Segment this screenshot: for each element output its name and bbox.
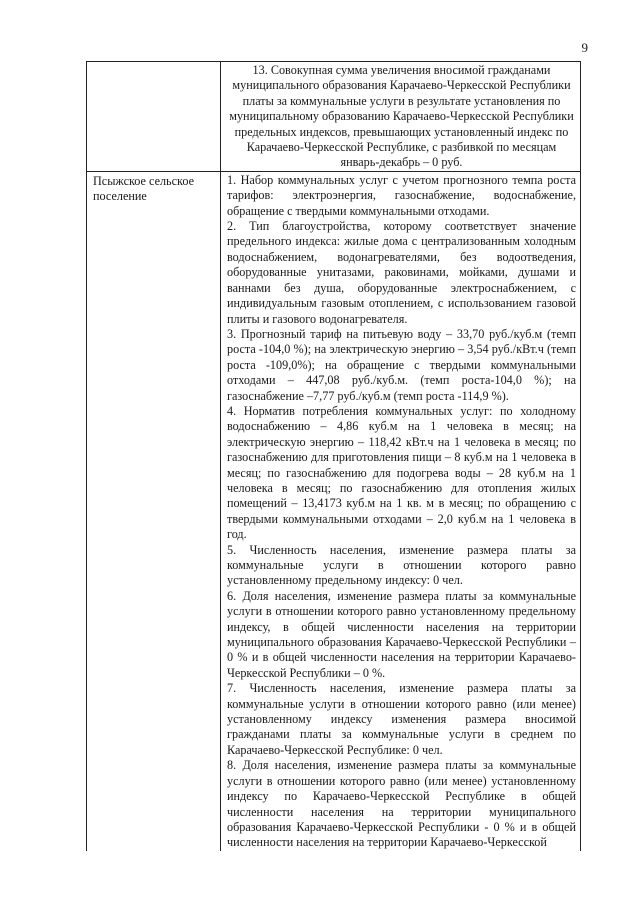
content-cell — [221, 62, 581, 172]
paragraph-1: 1. Набор коммунальных услуг с учетом прогнозного темпа роста тарифов: электроэнергия, газоснабжение, водоснабжение, обращение с твердыми коммунальными отходами. — [227, 172, 576, 218]
municipality-name-cell: Псыжское сельское поселение — [87, 171, 221, 850]
paragraph-7: 7. Численность населения, изменение размера платы за коммунальные услуги в отношении которого равно (или менее) установленному индексу изменения размера вносимой гражданами платы за коммунальные услуги в среднем по Карачаево-Черкесской Республике: 0 чел. — [227, 681, 576, 757]
paragraph-13: 13. Совокупная сумма увеличения вносимой гражданами муниципального образования Карачаево-Черкесской Республики платы за коммунальные услуги в результате установления по муниципальному образованию Карачаево-Черкесской Республики предельных индексов, превышающих установленный индекс по Карачаево-Черкесской Республике, с разбивкой по месяцам январь-декабрь – 0 руб. — [229, 63, 574, 170]
paragraph-2: 2. Тип благоустройства, которому соответствует значение предельного индекса: жилые дома с централизованным холодным водоснабжением, водонагревателями, без водоотведения, оборудованные унитазами, раковинами, мойками, душами и ваннами без душа, оборудованные электроснабжением, с индивидуальным газовым отоплением, с использованием газовой плиты и газового водонагревателя. — [227, 219, 576, 326]
table-row — [87, 62, 581, 172]
paragraph-6: 6. Доля населения, изменение размера платы за коммунальные услуги в отношении которого равно установленному предельному индексу, в общей численности населения на территории муниципального образования Карачаево-Черкесской Республики – 0 % и в общей численности населения на территории Карачаево-Черкесской Республики – 0 %. — [227, 588, 576, 680]
table-row — [87, 171, 581, 850]
paragraph-4: 4. Норматив потребления коммунальных услуг: по холодному водоснабжению – 4,86 куб.м на 1 человека в месяц; на электрическую энергию – 118,42 кВт.ч на 1 человека в месяц; по газоснабжению для приготовления пищи – 8 куб.м на 1 человека в месяц; по газоснабжению для подогрева воды – 28 куб.м на 1 человека в месяц; по газоснабжению для отопления жилых помещений – 13,4173 куб.м на 1 кв. м в месяц; по обращению с твердыми коммунальными отходами – 2,0 куб.м на 1 человека в год. — [227, 403, 576, 542]
page-number: 9 — [581, 40, 588, 55]
paragraph-5: 5. Численность населения, изменение размера платы за коммунальные услуги в отношении которого равно установленному предельному индексу: 0 чел. — [227, 542, 576, 588]
municipality-name-cell — [87, 62, 221, 172]
content-cell — [221, 171, 581, 850]
document-table — [86, 61, 581, 851]
paragraph-3: 3. Прогнозный тариф на питьевую воду – 33,70 руб./куб.м (темп роста -104,0 %); на электрическую энергию – 3,54 руб./кВт.ч (темп роста -109,0%); на обращение с твердыми коммунальными отходами – 447,08 руб./куб.м. (темп роста-104,0 %); на газоснабжение –7,77 руб./куб.м (темп роста -114,9 %). — [227, 326, 576, 403]
paragraph-8: 8. Доля населения, изменение размера платы за коммунальные услуги в отношении которого равно (или менее) установленному индексу по Карачаево-Черкесской Республике в общей численности населения на территории муниципального образования Карачаево-Черкесской Республики - 0 % и в общей численности населения на территории Карачаево-Черкесской — [227, 758, 576, 850]
